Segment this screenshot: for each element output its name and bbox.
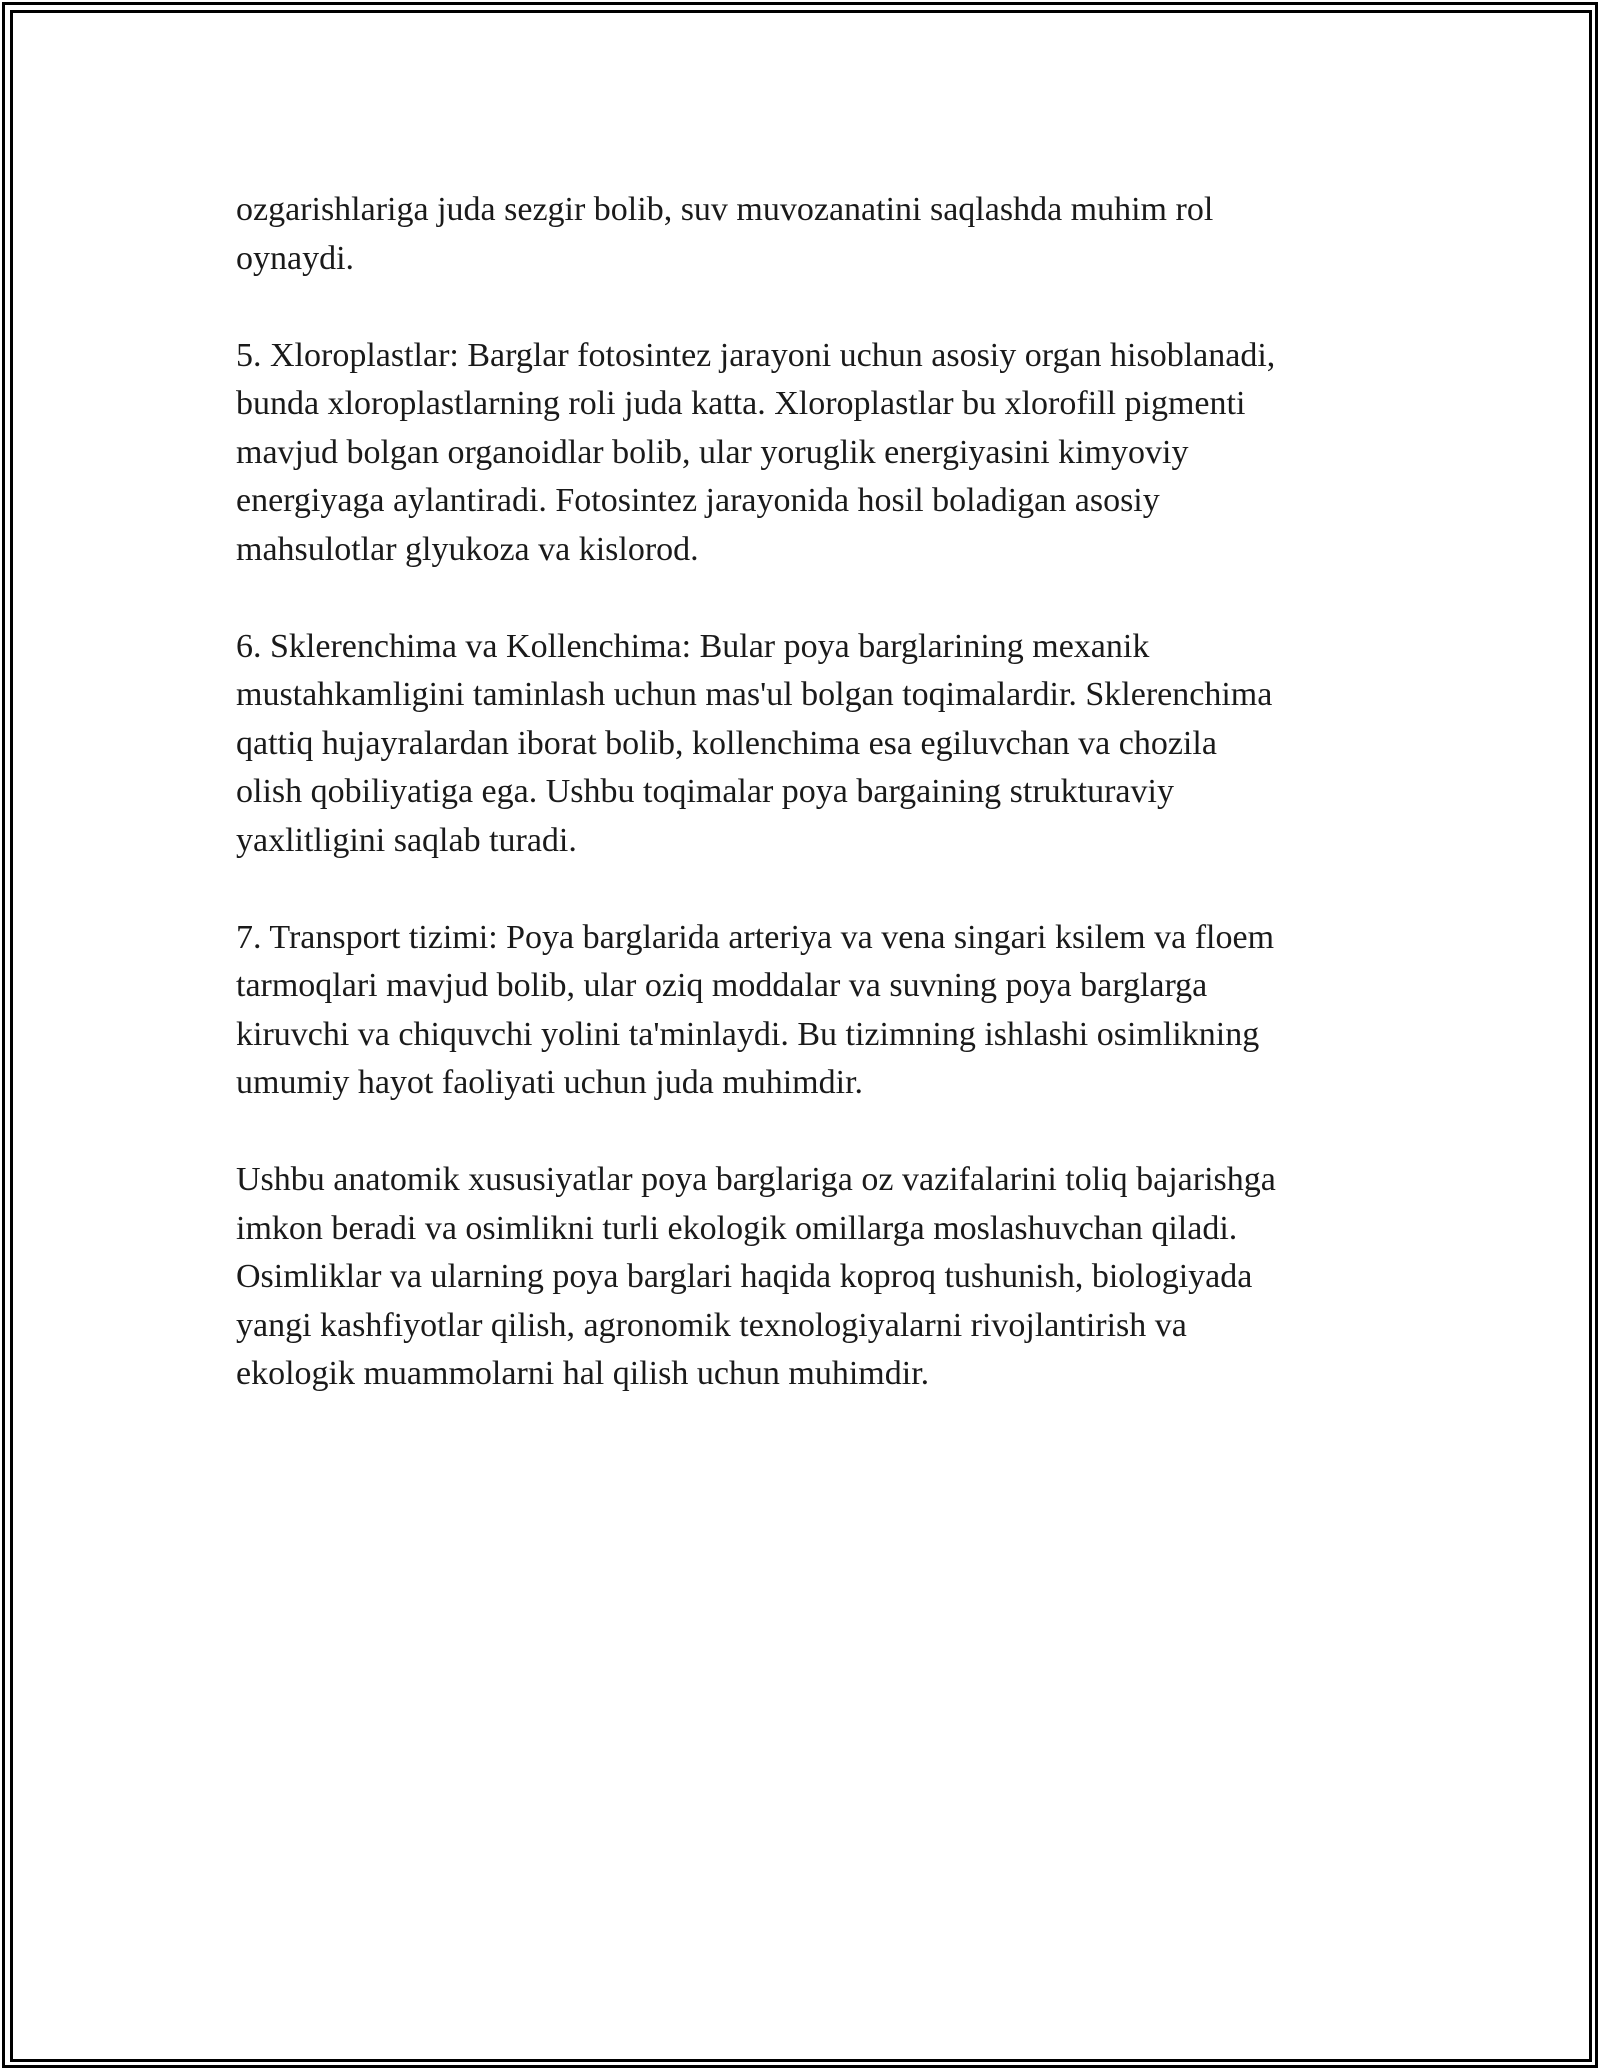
- document-body: [236, 186, 1386, 1447]
- paragraph-chloroplasts: 5. Xloroplastlar: Barglar fotosintez jarayoni uchun asosiy organ hisoblanadi, bunda xloroplastlarning roli juda katta. Xloroplastlar bu xlorofill pigmenti mavjud bolgan organoidlar bolib, ular yoruglik energiyasini kimyoviy energiyaga aylantiradi. Fotosintez jarayonida hosil boladigan asosiy mahsulotlar glyukoza va kislorod.: [236, 336, 1276, 568]
- paragraph-sclerenchyma-collenchyma: 6. Sklerenchima va Kollenchima: Bular poya barglarining mexanik mustahkamligini taminlash uchun mas'ul bolgan toqimalardir. Sklerenchima qattiq hujayralardan iborat bolib, kollenchima esa egiluvchan va chozila olish qobiliyatiga ega. Ushbu toqimalar poya bargaining strukturaviy yaxlitligini saqlab turadi.: [236, 627, 1273, 859]
- paragraph-transport-system: 7. Transport tizimi: Poya barglarida arteriya va vena singari ksilem va floem tarmoqlari mavjud bolib, ular oziq moddalar va suvning poya barglarga kiruvchi va chiquvchi yolini ta'minlaydi. Bu tizimning ishlashi osimlikning umumiy hayot faoliyati uchun juda muhimdir.: [236, 918, 1275, 1101]
- paragraph-water-balance: ozgarishlariga juda sezgir bolib, suv muvozanatini saqlashda muhim rol oynaydi.: [236, 191, 1214, 277]
- paragraph-conclusion: Ushbu anatomik xususiyatlar poya barglariga oz vazifalarini toliq bajarishga imkon beradi va osimlikni turli ekologik omillarga moslashuvchan qiladi. Osimliklar va ularning poya barglari haqida koproq tushunish, biologiyada yangi kashfiyotlar qilish, agronomik texnologiyalarni rivojlantirish va ekologik muammolarni hal qilish uchun muhimdir.: [236, 1161, 1276, 1392]
